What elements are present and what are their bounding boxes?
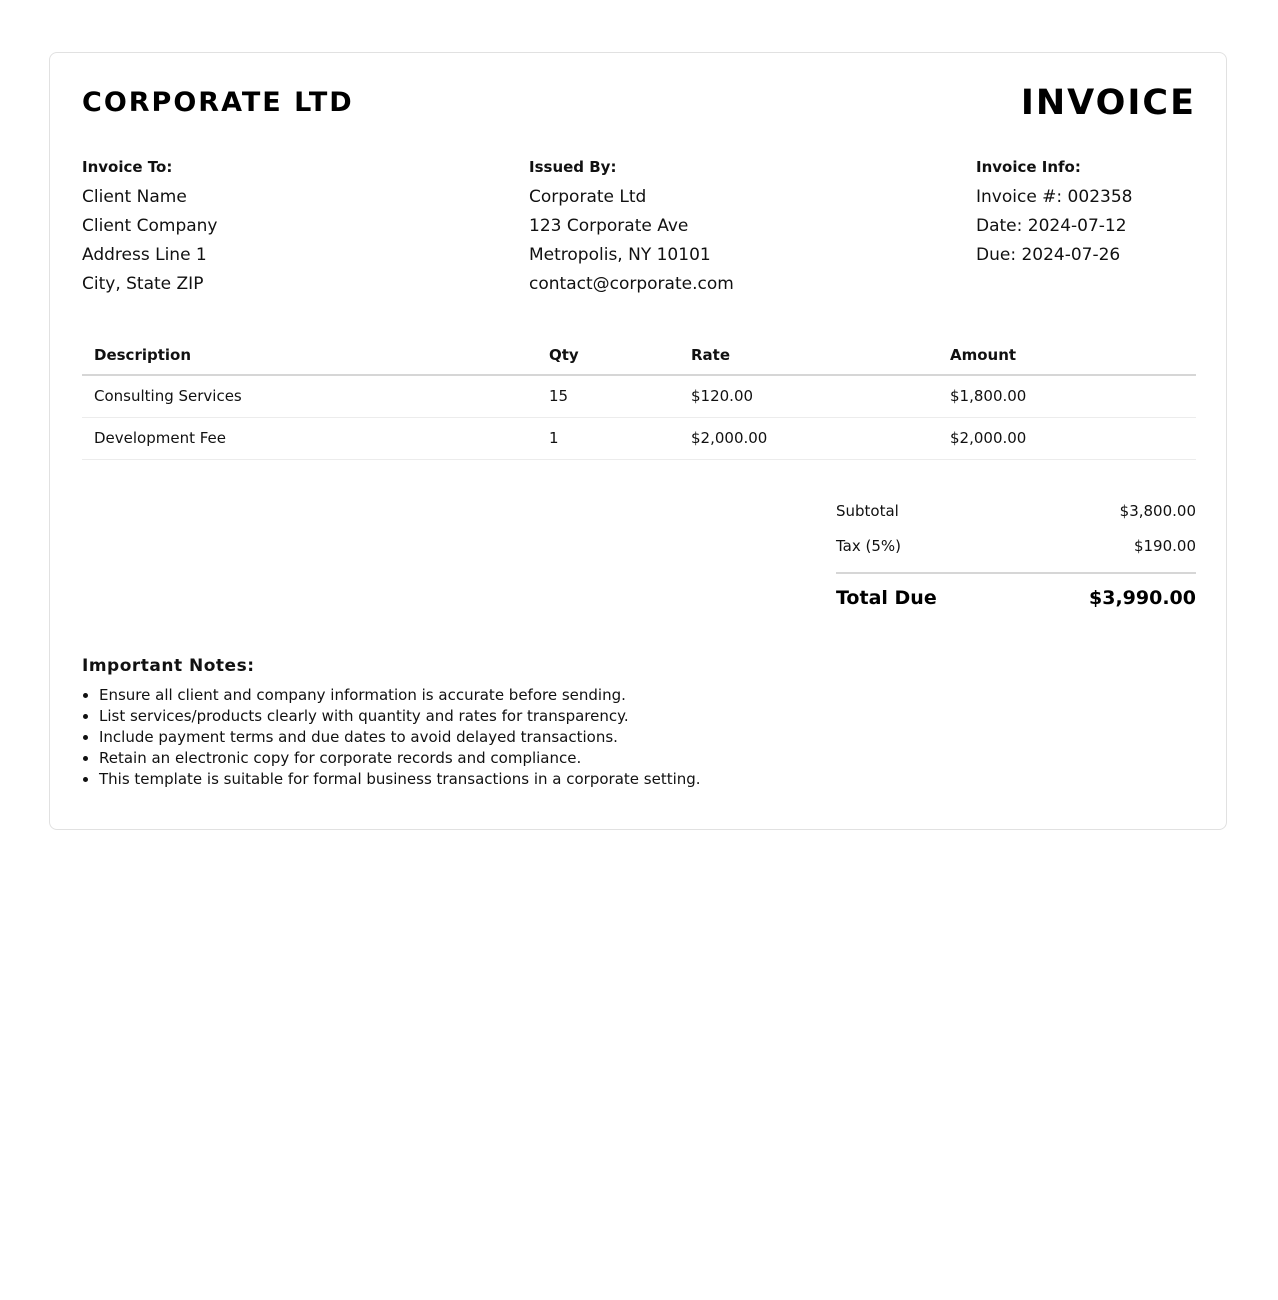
notes-list [82, 685, 1196, 790]
invoice-to-section [82, 157, 218, 299]
table-header-row [82, 335, 1196, 375]
item-rate: $2,000.00 [679, 417, 938, 459]
totals-section [836, 501, 1196, 610]
invoice-card [49, 52, 1227, 830]
client-name: Client Name [82, 187, 187, 207]
notes-section [82, 655, 1196, 790]
invoice-info-label: Invoice Info: [976, 158, 1081, 176]
line-items-table [82, 335, 1196, 460]
item-qty: 15 [537, 375, 679, 417]
column-header-qty: Qty [537, 335, 679, 375]
client-address: Address Line 1 [82, 245, 207, 265]
table-row [82, 417, 1196, 459]
item-rate: $120.00 [679, 375, 938, 417]
column-header-rate: Rate [679, 335, 938, 375]
invoice-date: Date: 2024-07-12 [976, 216, 1127, 236]
issued-by-label: Issued By: [529, 158, 617, 176]
list-item: • List services/products clearly with quantity and rates for transparency. [99, 706, 1196, 727]
invoice-due-date: Due: 2024-07-26 [976, 245, 1121, 265]
column-header-amount: Amount [938, 335, 1196, 375]
total-due-label: Total Due [836, 587, 937, 609]
list-item: • Retain an electronic copy for corporate records and compliance. [99, 748, 1196, 769]
totals-divider [836, 572, 1196, 574]
column-header-description: Description [82, 335, 537, 375]
notes-title: Important Notes: [82, 656, 255, 676]
invoice-number: Invoice #: 002358 [976, 187, 1133, 207]
issuer-email: contact@corporate.com [529, 274, 734, 294]
list-item: • Ensure all client and company information is accurate before sending. [99, 685, 1196, 706]
subtotal-label: Subtotal [836, 502, 899, 520]
item-description: Consulting Services [82, 375, 537, 417]
item-description: Development Fee [82, 417, 537, 459]
total-due-value: $3,990.00 [1089, 587, 1196, 609]
invoice-title: INVOICE [1020, 83, 1196, 123]
item-amount: $1,800.00 [938, 375, 1196, 417]
company-name: CORPORATE LTD [82, 87, 354, 118]
invoice-info-section [976, 157, 1132, 270]
tax-row [836, 536, 1196, 571]
list-item: • This template is suitable for formal business transactions in a corporate setting. [99, 769, 1196, 790]
tax-label: Tax (5%) [836, 537, 902, 555]
table-row [82, 375, 1196, 417]
tax-value: $190.00 [1133, 537, 1196, 555]
item-qty: 1 [537, 417, 679, 459]
client-company: Client Company [82, 216, 218, 236]
issuer-street: 123 Corporate Ave [529, 216, 689, 236]
issuer-city: Metropolis, NY 10101 [529, 245, 711, 265]
issued-by-section [529, 157, 734, 299]
list-item: • Include payment terms and due dates to avoid delayed transactions. [99, 727, 1196, 748]
client-city: City, State ZIP [82, 274, 204, 294]
invoice-to-label: Invoice To: [82, 158, 173, 176]
issuer-name: Corporate Ltd [529, 187, 647, 207]
item-amount: $2,000.00 [938, 417, 1196, 459]
subtotal-row [836, 501, 1196, 536]
subtotal-value: $3,800.00 [1119, 502, 1196, 520]
total-due-row [836, 586, 1196, 610]
